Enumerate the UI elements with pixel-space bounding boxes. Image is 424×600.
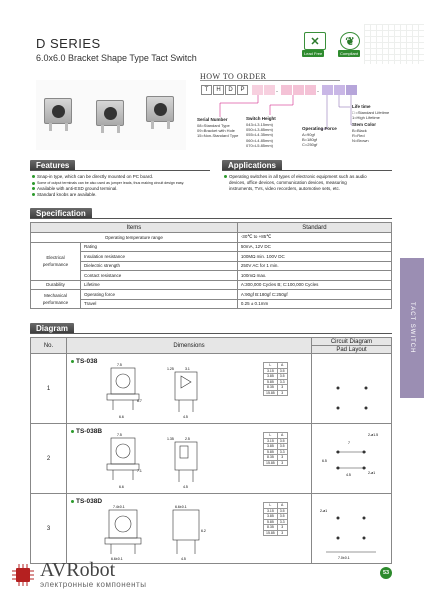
- svg-text:2-ø1: 2-ø1: [320, 509, 328, 513]
- svg-text:6.6: 6.6: [119, 485, 124, 489]
- table-row: Mechanical performance Operating force A:90gf B:180gf C:250gf: [31, 290, 392, 300]
- page-number: 53: [380, 567, 392, 579]
- svg-text:6.2: 6.2: [201, 529, 206, 533]
- svg-text:7.0±0.1: 7.0±0.1: [338, 556, 350, 560]
- specification-rule: [30, 218, 392, 219]
- life-time-title: Life time: [352, 104, 371, 109]
- table-row: 3 TS-038D 7.4±0.1 6.6±0.1 6.6±0.1 4.5 6.2 L A 3.15 3.5 3.85 3.5 5.85 3.3 8.35 3 15.85 3 2-ø1 7.0±0.1: [31, 494, 392, 564]
- grid-decoration: [364, 24, 424, 64]
- diagram-header-pad: Pad Layout: [312, 346, 392, 354]
- order-slot-serial-2: [264, 85, 275, 95]
- rohs-badge: Compliant: [340, 51, 359, 56]
- features-list: Snap-in type, which can be directly mounted on PC board. Some of output terminals can be also used as jumper leads, thus making circuit design easy. Available with anti-ESD ground terminal. Standard knobs are available.: [32, 174, 184, 198]
- operating-force-list: A=90gf B=180gf C=250gf: [302, 132, 318, 148]
- svg-text:2.5: 2.5: [185, 437, 190, 441]
- svg-text:6.6: 6.6: [119, 415, 124, 419]
- specification-table: [30, 222, 392, 309]
- applications-heading: Applications: [222, 160, 282, 171]
- table-row: Electrical performance Rating 50mA, 12V DC: [31, 242, 392, 252]
- la-table-3: L A 3.15 3.5 3.85 3.5 5.85 3.3 8.35 3 15.85 3: [263, 502, 288, 536]
- table-row: 1 TS-038 7.5 6.7 6.6 1.25 3.1 4.5 L A 3.15 3.5 3.85 3.5 5.85 3.3 8.35 3 15.85 3: [31, 354, 392, 424]
- diagram-rule: [30, 333, 392, 334]
- svg-text:6.6±0.1: 6.6±0.1: [175, 505, 187, 509]
- lead-free-badge: Lead Free: [304, 51, 323, 56]
- table-row: Durability Lifetime A:300,000 Cycles B; C:100,000 Cycles: [31, 280, 392, 290]
- svg-text:7.1: 7.1: [137, 469, 142, 473]
- serial-number-title: Serial Number: [197, 117, 228, 122]
- svg-text:4.5: 4.5: [183, 415, 188, 419]
- table-row: Insulation resistance 100MΩ min. 100V DC: [31, 252, 392, 262]
- rohs-leaf-icon: ❦: [340, 32, 360, 50]
- spec-header-standard: Standard: [237, 223, 391, 233]
- svg-text:6.5: 6.5: [322, 459, 327, 463]
- operating-force-title: Operating Force: [302, 126, 337, 131]
- footer-logo: [12, 560, 146, 589]
- svg-text:7.4±0.1: 7.4±0.1: [113, 505, 125, 509]
- order-slot-color: [346, 85, 357, 95]
- logo-text: AVRobot: [40, 559, 116, 581]
- order-code-t: T: [201, 85, 212, 95]
- diagram-heading: Diagram: [30, 323, 74, 334]
- svg-text:6.6±0.1: 6.6±0.1: [111, 557, 123, 561]
- svg-text:3.1: 3.1: [185, 367, 190, 371]
- order-code-p: P: [237, 85, 248, 95]
- svg-text:4.5: 4.5: [346, 473, 351, 477]
- page-subtitle: 6.0x6.0 Bracket Shape Type Tact Switch: [36, 53, 197, 63]
- spec-header-items: Items: [31, 223, 238, 233]
- how-to-order-heading: HOW TO ORDER: [200, 72, 267, 81]
- order-slot-force: [322, 85, 333, 95]
- la-table-2: L A 3.15 3.5 3.85 3.5 5.85 3.3 8.35 3 15.85 3: [263, 432, 288, 466]
- order-slot-height-2: [293, 85, 304, 95]
- order-code-h: H: [213, 85, 224, 95]
- serial-number-list: 08=Standard Type 09=Bracket with Hole 15=Non-Standard Type: [197, 123, 239, 139]
- stem-color-title: Stem Color: [352, 122, 377, 127]
- svg-text:4.5: 4.5: [183, 485, 188, 489]
- pad-layout-2: [316, 496, 390, 562]
- side-tab-tact-switch: TACT SWITCH: [400, 258, 424, 398]
- stem-color-list: B=Black R=Red N=Brown: [352, 128, 369, 144]
- svg-text:2-ø1.5: 2-ø1.5: [368, 433, 379, 437]
- diagram-header-dimensions: Dimensions: [67, 338, 312, 354]
- life-time-list: □ =Standard Lifetime 1=High Lifetime: [352, 110, 390, 121]
- svg-text:7.5: 7.5: [117, 363, 122, 367]
- switch-image-3: [146, 96, 174, 122]
- specification-heading: Specification: [30, 208, 92, 219]
- switch-height-list: 043=L3.15mm) 050=L3.85mm) 055=L4.35mm) 060=L4.85mm) 070=L5.85mm): [246, 122, 274, 148]
- lead-free-icon: ✕: [304, 32, 326, 50]
- applications-rule: [222, 170, 392, 171]
- order-slot-height-3: [305, 85, 316, 95]
- how-to-order-rule: [200, 80, 340, 81]
- page-title: D SERIES: [36, 36, 101, 51]
- diagram-table: [30, 337, 392, 564]
- la-table-1: L A 3.15 3.5 3.85 3.5 5.85 3.3 8.35 3 15.85 3: [263, 362, 288, 396]
- switch-image-2: [96, 100, 124, 126]
- table-row: Travel 0.25 ± 0.1mm: [31, 299, 392, 309]
- table-row: 2 TS-038B 7.5 7.1 6.6 1.35 2.5 4.5 L A 3.15 3.5 3.85 3.5 5.85 3.3 8.35 3 15.85 3 7 2-ø1.5 4.5 6.5 2-ø1: [31, 424, 392, 494]
- applications-list: Operating switches in all types of electronic equipment such as audio devices, office devices, communication devices, measuring instruments, TVs, video recorders, automotive sets, etc.: [224, 174, 367, 192]
- order-slot-serial: [252, 85, 263, 95]
- table-row: Operating temperature range -30℃ to +85℃: [31, 233, 392, 243]
- order-slot-life: [334, 85, 345, 95]
- table-row: Contact resistance 100mΩ max.: [31, 271, 392, 281]
- chip-icon: [12, 564, 34, 586]
- circuit-diagram-1: [326, 364, 378, 419]
- pad-layout-1: [316, 424, 390, 492]
- features-rule: [30, 170, 210, 171]
- features-heading: Features: [30, 160, 75, 171]
- svg-text:1.25: 1.25: [167, 367, 174, 371]
- switch-height-title: Switch Height: [246, 116, 276, 121]
- svg-text:4.5: 4.5: [181, 557, 186, 561]
- diagram-header-no: No.: [31, 338, 67, 354]
- svg-text:7: 7: [348, 441, 350, 445]
- product-photo: [36, 80, 186, 150]
- svg-text:6.7: 6.7: [137, 399, 142, 403]
- svg-text:7.5: 7.5: [117, 433, 122, 437]
- svg-text:1.35: 1.35: [167, 437, 174, 441]
- order-code-d: D: [225, 85, 236, 95]
- order-slot-height-1: [281, 85, 292, 95]
- diagram-header-circuit: Circuit Diagram: [312, 338, 392, 346]
- table-row: Dielectric strength 250V AC for 1 min.: [31, 261, 392, 271]
- svg-text:2-ø1: 2-ø1: [368, 471, 376, 475]
- switch-image-1: [44, 98, 72, 124]
- logo-subtext: электронные компоненты: [40, 580, 147, 589]
- catalog-page: D SERIES 6.0x6.0 Bracket Shape Type Tact Switch ✕ Lead Free ❦ Compliant HOW TO ORDER T H D P - - Serial Number 08=Standard Type 09=Bracket with Hole 15=Non-Standard Type Switch Height 043=L3.15mm) 050=L3.85mm) 055=L4.35mm) 060=L4.85mm) 070=L5.85mm) Operating Force A=90gf B=180gf C=250gf Life time □ =Standard Lifetime 1=High Lifetime Stem Color B=Black R=Red N=Brown Features Snap-in type, which can be directly mounted on PC board. Some of output terminals can be also used as jumper leads, thus making circuit design easy. Available with anti-ESD ground terminal. Standard knobs are available. Applications Operating switches in all types of electronic equipment such as audio devices, office devices, communication devices, measuring instruments, TVs, video recorders, automotive sets, etc. Specification Items Standard Operating temperature range -30℃ to +85℃ Electrical performance Rating 50mA, 12V DC Insulation resistance 100MΩ min. 100V DC Dielectric strength 250V AC for 1 min. Contact resistance 100mΩ max. Durability Lifetime A:300,000 Cycles B; C:100,000 Cycles Mechanical performance Operating force A:90gf B:180gf C:250gf Travel 0.25 ± 0.1mm Diagram No. Dimensions Circuit Diagram Pad Layout 1 TS-038 7.5 6.7 6.6 1.25 3.1 4.5 L A 3.15 3.5 3.85 3.5 5.85 3.3 8.35 3 15.85 3 2 TS-038B 7.5 7.1 6.6 1.35 2.5 4.5 L A 3.15 3.5 3.85 3.5 5.85 3.3 8.35 3 15.85 3 7 2-ø1.5 4.5 6.5 2-ø1 3 TS-038D 7.4±0.1 6.6±0.1 6.6±0.1 4.5 6.2 L A 3.15 3.5 3.85 3.5 5.85 3.3 8.35 3 15.85 3 2-ø1 7.0±0.1 TACT SWITCH AVRobot электронные компоненты 53: [0, 0, 424, 600]
